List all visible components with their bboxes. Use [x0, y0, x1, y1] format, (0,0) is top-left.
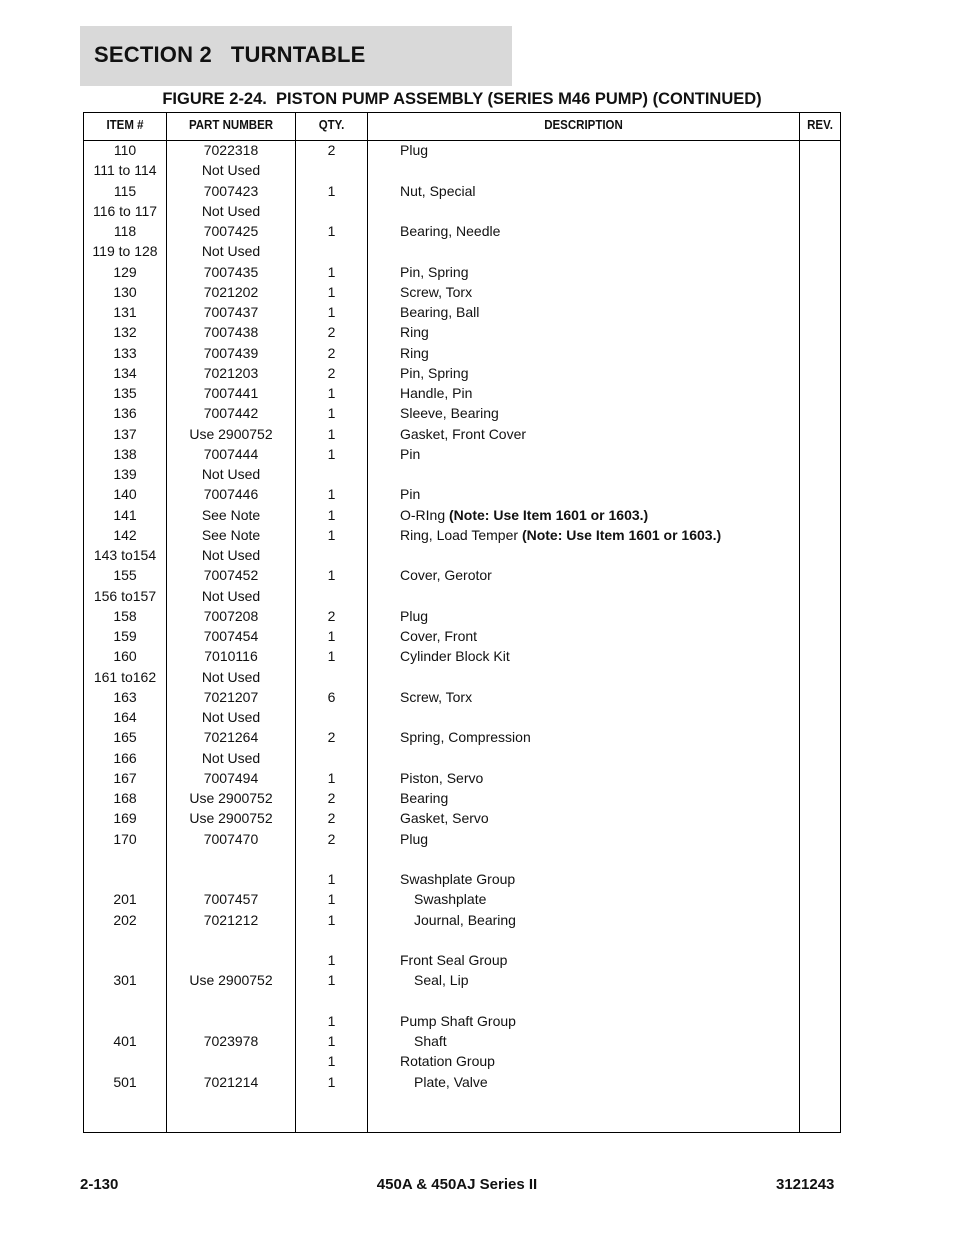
item-number: 159: [113, 628, 137, 644]
description: [400, 182, 475, 200]
description: [400, 647, 510, 665]
description: [400, 728, 531, 746]
part-number: 7021212: [203, 911, 259, 928]
part-number: 7007446: [203, 486, 259, 503]
item-number: 170: [113, 830, 137, 847]
item-number: 132: [113, 324, 137, 341]
table-row: [84, 607, 840, 627]
item-number: 167: [113, 769, 137, 786]
table-row: [84, 526, 840, 546]
quantity: 1: [327, 628, 336, 644]
table-row: [84, 384, 840, 404]
description: [400, 445, 420, 463]
part-number: 7007423: [203, 182, 259, 199]
quantity: 1: [327, 952, 336, 968]
part-number: Use 2900752: [189, 425, 273, 442]
table-row: [84, 749, 840, 769]
table-row: [84, 546, 840, 566]
item-number: 501: [113, 1073, 137, 1090]
item-number: 118: [113, 223, 137, 239]
quantity: 1: [327, 871, 336, 887]
description-text: Gasket, Front Cover: [400, 425, 527, 442]
part-number: 7007439: [203, 344, 259, 361]
table-row: [84, 566, 840, 586]
quantity: 1: [327, 182, 336, 199]
description: [414, 1073, 488, 1091]
description-text: Bearing, Ball: [400, 304, 480, 320]
part-number: 7007435: [203, 263, 259, 280]
section-header-box: [80, 26, 512, 86]
description-text: Cover, Gerotor: [400, 567, 492, 584]
table-row: [84, 830, 840, 850]
header-description: DESCRIPTION: [544, 118, 623, 132]
table-row: [84, 587, 840, 607]
table-row: [84, 769, 840, 789]
item-number: 401: [113, 1033, 137, 1049]
quantity: 1: [327, 425, 336, 442]
part-number: 7007208: [203, 607, 259, 624]
document-number: 3121243: [776, 1176, 835, 1193]
quantity: 1: [327, 223, 336, 239]
description: [400, 506, 648, 524]
quantity: 2: [327, 810, 336, 827]
table-row: [84, 1012, 840, 1032]
table-row: [84, 465, 840, 485]
part-number: 7007444: [203, 445, 259, 462]
description-text: Handle, Pin: [400, 385, 473, 401]
description-text: Cylinder Block Kit: [400, 648, 510, 665]
quantity: 1: [327, 526, 336, 543]
part-number: Not Used: [201, 243, 261, 260]
item-number: 136: [113, 405, 137, 422]
header-part-number: PART NUMBER: [188, 118, 274, 132]
quantity: 1: [327, 1073, 336, 1090]
description-text: Plate, Valve: [414, 1073, 488, 1090]
description-text: Plug: [400, 830, 429, 847]
table-row: [84, 1073, 840, 1093]
description: [414, 1032, 447, 1050]
description: [400, 404, 499, 422]
part-number: 7007470: [203, 830, 259, 847]
description-text: Ring: [400, 324, 429, 341]
part-number: 7023978: [203, 1033, 259, 1049]
description-text: O-RIng: [400, 506, 450, 523]
quantity: 1: [327, 648, 336, 665]
header-item: ITEM #: [106, 118, 144, 132]
description-text: Pin, Spring: [400, 364, 469, 381]
table-row: [84, 992, 840, 1012]
item-number: 163: [113, 688, 137, 705]
part-number: Not Used: [201, 162, 261, 179]
description: [400, 809, 489, 827]
table-row: [84, 242, 840, 262]
table-row: [84, 647, 840, 667]
quantity: 1: [327, 263, 336, 280]
figure-title: FIGURE 2-24. PISTON PUMP ASSEMBLY (SERIES M46 PUMP) (CONTINUED): [162, 90, 762, 108]
item-number: 134: [113, 364, 137, 381]
item-number: 166: [113, 749, 137, 766]
description-text: Swashplate: [414, 891, 487, 908]
description-text: Plug: [400, 607, 429, 624]
part-number: See Note: [201, 526, 261, 543]
item-number: 161 to162: [93, 668, 157, 685]
description: [400, 688, 472, 706]
description: [400, 344, 429, 362]
quantity: 2: [327, 830, 336, 847]
part-number: Use 2900752: [189, 790, 273, 806]
part-number: Use 2900752: [189, 810, 273, 827]
part-number: Not Used: [201, 547, 261, 563]
description: [400, 425, 526, 443]
quantity: 1: [327, 1053, 336, 1070]
description-text: Pin: [400, 445, 421, 462]
part-number: Not Used: [201, 668, 261, 685]
table-row: [84, 506, 840, 526]
table-row: [84, 971, 840, 991]
item-number: 129: [113, 263, 137, 280]
item-number: 301: [113, 972, 137, 989]
quantity: 1: [327, 1012, 336, 1029]
description-text: Pump Shaft Group: [400, 1012, 516, 1029]
item-number: 139: [113, 466, 137, 482]
item-number: 143 to154: [93, 547, 157, 563]
description: [400, 566, 492, 584]
item-number: 158: [113, 607, 137, 624]
description-text: Nut, Special: [400, 182, 476, 199]
part-number: 7021214: [203, 1073, 259, 1090]
part-number: 7021207: [203, 688, 259, 705]
description-text: Sleeve, Bearing: [400, 405, 499, 422]
item-number: 110: [113, 142, 137, 158]
quantity: 6: [327, 688, 336, 705]
description-text: Ring: [400, 344, 429, 361]
description: [400, 364, 468, 382]
parts-table: [83, 112, 841, 1133]
item-number: 169: [113, 810, 137, 827]
quantity: 1: [327, 304, 336, 320]
quantity: 2: [327, 324, 336, 341]
table-row: [84, 202, 840, 222]
header-rev: REV.: [807, 118, 833, 132]
table-row: [84, 870, 840, 890]
quantity: 1: [327, 769, 336, 786]
table-row: [84, 283, 840, 303]
part-number: 7007442: [203, 405, 259, 422]
quantity: 2: [327, 607, 336, 624]
description: [400, 141, 428, 159]
description: [400, 526, 721, 544]
item-number: 133: [113, 344, 137, 361]
quantity: 2: [327, 142, 336, 158]
model-name: 450A & 450AJ Series II: [376, 1176, 538, 1193]
part-number: Not Used: [201, 709, 261, 725]
part-number: 7007454: [203, 628, 259, 644]
part-number: 7021203: [203, 364, 259, 381]
quantity: 1: [327, 506, 336, 523]
description-note: (Note: Use Item 1601 or 1603.): [521, 526, 722, 543]
description-text: Spring, Compression: [400, 729, 531, 746]
table-row: [84, 445, 840, 465]
description: [400, 263, 468, 281]
table-row: [84, 425, 840, 445]
description-text: Rotation Group: [400, 1053, 495, 1070]
part-number: 7007441: [203, 385, 259, 401]
description: [400, 485, 420, 503]
description-text: Bearing: [400, 790, 449, 806]
quantity: 2: [327, 790, 336, 806]
table-row: [84, 668, 840, 688]
part-number: 7010116: [204, 648, 258, 665]
description-text: Front Seal Group: [400, 952, 508, 968]
description-text: Swashplate Group: [400, 871, 516, 887]
description-text: Screw, Torx: [400, 283, 473, 300]
description-text: Bearing, Needle: [400, 223, 501, 239]
description-text: Screw, Torx: [400, 688, 473, 705]
description: [400, 870, 515, 888]
quantity: 1: [327, 911, 336, 928]
description-text: Ring, Load Temper: [400, 526, 522, 543]
table-row: [84, 1032, 840, 1052]
item-number: 119 to 128: [92, 243, 158, 260]
table-row: [84, 1052, 840, 1072]
item-number: 135: [113, 385, 137, 401]
table-row: [84, 182, 840, 202]
quantity: 1: [327, 405, 336, 422]
item-number: 141: [113, 506, 137, 523]
table-row: [84, 890, 840, 910]
table-row: [84, 688, 840, 708]
item-number: 138: [113, 445, 137, 462]
table-row: [84, 627, 840, 647]
quantity: 1: [327, 445, 336, 462]
description-text: Seal, Lip: [414, 972, 469, 989]
table-row: [84, 161, 840, 181]
description: [400, 384, 472, 402]
quantity: 1: [327, 567, 336, 584]
table-row: [84, 344, 840, 364]
part-number: 7007437: [203, 304, 259, 320]
description: [400, 627, 477, 645]
part-number: 7007494: [203, 769, 259, 786]
quantity: 2: [327, 364, 336, 381]
description-text: Pin, Spring: [400, 263, 469, 280]
description: [400, 789, 448, 807]
table-row: [84, 485, 840, 505]
part-number: 7022318: [203, 142, 259, 158]
item-number: 130: [113, 283, 137, 300]
table-row: [84, 222, 840, 242]
table-row: [84, 708, 840, 728]
table-row: [84, 141, 840, 161]
item-number: 137: [113, 425, 137, 442]
item-number: 202: [113, 911, 137, 928]
description-text: Shaft: [414, 1033, 447, 1049]
part-number: Not Used: [201, 466, 261, 482]
part-number: Use 2900752: [189, 972, 273, 989]
table-row: [84, 951, 840, 971]
quantity: 1: [327, 891, 336, 908]
part-number: 7007425: [203, 223, 259, 239]
item-number: 111 to 114: [93, 162, 157, 179]
item-number: 155: [113, 567, 137, 584]
description: [400, 951, 507, 969]
description-text: Plug: [400, 142, 429, 158]
part-number: Not Used: [201, 749, 261, 766]
description: [414, 971, 468, 989]
item-number: 142: [113, 526, 137, 543]
quantity: 2: [327, 729, 336, 746]
part-number: 7021202: [203, 283, 259, 300]
item-number: 116 to 117: [92, 202, 158, 219]
description: [400, 769, 483, 787]
description-text: Journal, Bearing: [414, 911, 516, 928]
description-text: Piston, Servo: [400, 769, 484, 786]
description: [400, 1052, 495, 1070]
item-number: 164: [113, 709, 137, 725]
quantity: 1: [327, 1033, 336, 1049]
page-number: 2-130: [80, 1176, 119, 1193]
description: [400, 283, 472, 301]
table-row: [84, 789, 840, 809]
item-number: 201: [113, 891, 137, 908]
section-title: SECTION 2 TURNTABLE: [94, 42, 366, 67]
part-number: 7021264: [203, 729, 259, 746]
header-qty: QTY.: [318, 118, 345, 132]
description: [400, 303, 479, 321]
item-number: 156 to157: [93, 587, 157, 604]
description: [400, 222, 500, 240]
item-number: 168: [113, 790, 137, 806]
part-number: 7007438: [203, 324, 259, 341]
part-number: Not Used: [201, 587, 261, 604]
description-text: Cover, Front: [400, 628, 478, 644]
quantity: 1: [327, 283, 336, 300]
table-row: [84, 911, 840, 931]
item-number: 160: [113, 648, 137, 665]
description: [400, 830, 428, 848]
part-number: 7007457: [203, 891, 259, 908]
description: [400, 1012, 516, 1030]
description-note: (Note: Use Item 1601 or 1603.): [449, 506, 649, 523]
table-row: [84, 364, 840, 384]
table-row: [84, 263, 840, 283]
description: [400, 607, 428, 625]
table-row: [84, 728, 840, 748]
part-number: Not Used: [201, 202, 261, 219]
table-row: [84, 850, 840, 870]
description: [400, 323, 429, 341]
table-row: [84, 404, 840, 424]
part-number: 7007452: [203, 567, 259, 584]
description: [414, 911, 516, 929]
description-text: Pin: [400, 486, 421, 503]
description-text: Gasket, Servo: [400, 810, 489, 827]
table-row: [84, 323, 840, 343]
quantity: 1: [327, 972, 336, 989]
table-row: [84, 931, 840, 951]
item-number: 115: [113, 182, 137, 199]
quantity: 2: [327, 344, 336, 361]
table-row: [84, 809, 840, 829]
item-number: 140: [113, 486, 137, 503]
quantity: 1: [327, 385, 336, 401]
part-number: See Note: [201, 506, 261, 523]
item-number: 131: [113, 304, 137, 320]
table-row: [84, 303, 840, 323]
description: [414, 890, 486, 908]
item-number: 165: [113, 729, 137, 746]
quantity: 1: [327, 486, 336, 503]
